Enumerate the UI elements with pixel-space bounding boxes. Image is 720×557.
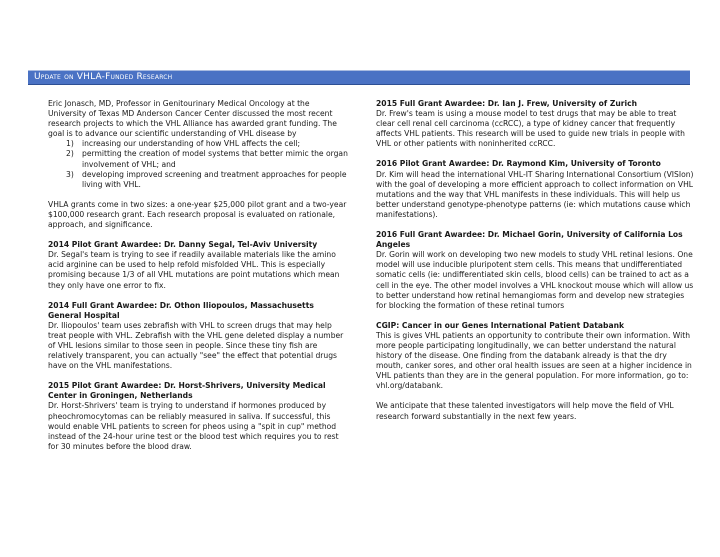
list-number: 3) [66,169,74,179]
list-text: developing improved screening and treatment approaches for people living with VHL. [82,169,347,189]
section-body: Dr. Horst-Shrivers' team is trying to understand if hormones produced by pheochromocytomas can be reliably measured in saliva. If successful, this would enable VHL patients to screen for pheos using a "spit in cup" method instead of the 24-hour urine test or the blood test which requires you to rest for 30 minutes before the blood draw. [48,401,339,451]
grants-info-paragraph: VHLA grants come in two sizes: a one-year $25,000 pilot grant and a two-year $100,000 research grant. Each research proposal is evaluated on rationale, approach, and significance. [48,199,347,230]
list-item [48,139,348,149]
left-column [48,99,348,452]
intro-paragraph: Eric Jonasch, MD, Professor in Genitourinary Medical Oncology at the University of Texas MD Anderson Cancer Center discussed the most recent research projects to which the VHL Alliance has awarded grant funding. The goal is to advance our scientific understanding of VHL disease by [48,99,337,139]
section-heading: 2015 Pilot Grant Awardee: Dr. Horst-Shrivers, University Medical Center in Groningen, Netherlands [48,381,326,401]
section-body: This is gives VHL patients an opportunity to contribute their own information. With more people participating longitudinally, we can better understand the natural history of the disease. One finding from the databank already is that the dry mouth, canker sores, and other oral health issues are seen at a higher incidence in VHL patients than they are in the general population. For more information, go to: vhl.org/databank. [376,330,692,391]
section-body: Dr. Segal's team is trying to see if readily available materials like the amino acid arginine can be used to help refold misfolded VHL. This is especially promising because 1/3 of all VHL mutations are point mutations which mean they only have one error to fix. [48,250,340,290]
right-column [376,99,696,422]
section-body: Dr. Gorin will work on developing two new models to study VHL retinal lesions. One model will use inducible pluripotent stem cells. This means that undifferentiated somatic cells (ie: undifferentiated skin cells, blood cells) can be trained to act as a cell in the eye. The other model involves a VHL knockout mouse which will allow us to better understand how retinal hemangiomas form and develop new strategies for blocking the formation of these retinal tumors [376,250,694,310]
section-body: Dr. Iliopoulos' team uses zebrafish with VHL to screen drugs that may help treat people with VHL. Zebrafish with the VHL gene deleted display a number of VHL lesions similar to those seen in people. Since these tiny fish are relatively transparent, you can actually "see" the effect that potential drugs have on the VHL manifestations. [48,320,344,371]
section-title: Update on VHLA-Funded Research [34,72,173,82]
list-number: 2) [66,149,74,159]
section-heading: 2014 Pilot Grant Awardee: Dr. Danny Segal, Tel-Aviv University [48,240,318,250]
list-text: permitting the creation of model systems that better mimic the organ involvement of VHL; and [82,149,348,169]
section-heading: 2015 Full Grant Awardee: Dr. Ian J. Frew, University of Zurich [376,99,638,108]
list-number: 1) [66,139,74,149]
section-heading: CGIP: Cancer in our Genes International Patient Databank [376,320,625,330]
list-text: increasing our understanding of how VHL affects the cell; [82,139,301,149]
list-item [48,149,348,169]
section-banner [28,70,690,85]
section-heading: 2016 Full Grant Awardee: Dr. Michael Gorin, University of California Los Angeles [376,230,683,250]
section-heading: 2016 Pilot Grant Awardee: Dr. Raymond Kim, University of Toronto [376,159,661,169]
section-heading: 2014 Full Grant Awardee: Dr. Othon Iliopoulos, Massachusetts General Hospital [48,300,314,320]
goals-list [48,139,348,189]
section-body: Dr. Frew's team is using a mouse model to test drugs that may be able to treat clear cell renal cell carcinoma (ccRCC), a type of kidney cancer that frequently affects VHL patients. This research will be used to guide new trials in people with VHL or other patients with noninherited ccRCC. [376,109,685,149]
section-body: Dr. Kim will head the international VHL-IT Sharing International Consortium (VISIon) with the goal of developing a more efficient approach to collect information on VHL mutations and the way that VHL manifests in these individuals. This will help us better understand genotype-phenotype patterns (ie: which mutations cause which manifestations). [376,169,694,219]
list-item [48,170,348,190]
closing-paragraph: We anticipate that these talented investigators will help move the field of VHL research forward substantially in the next few years. [376,401,674,421]
